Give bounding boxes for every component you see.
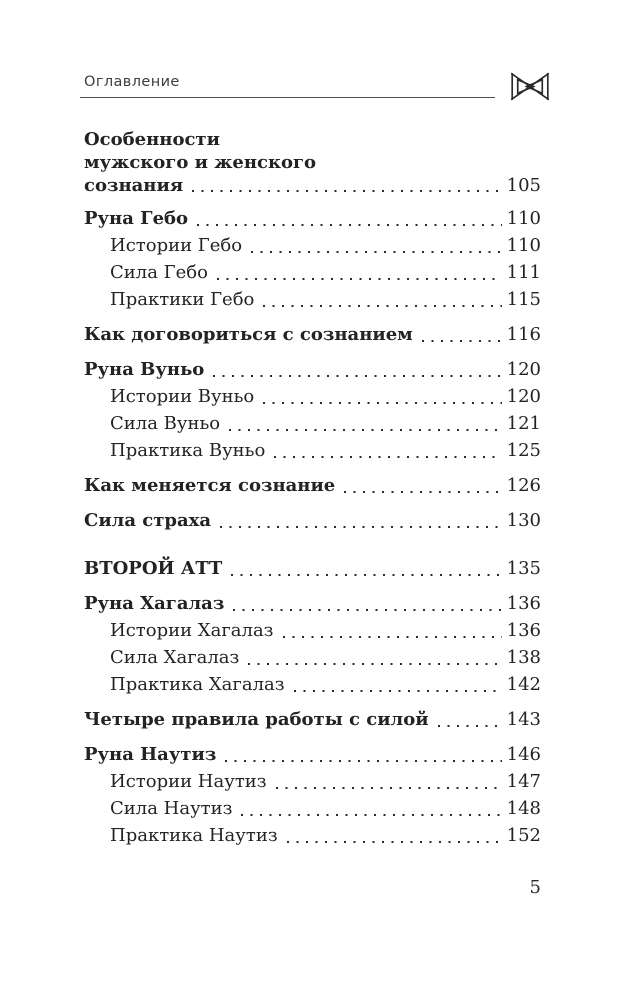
toc-entry-row [84,741,541,768]
dot-leader [263,402,501,404]
toc-entry[interactable] [84,356,541,383]
toc-entry-label: Руна Гебо [84,208,189,229]
toc-entry-row [110,671,541,698]
toc-entry-label: Сила Гебо [110,262,208,283]
toc-entry-page: 115 [506,289,541,310]
toc-entry-label: Руна Вуньо [84,359,205,380]
toc-entry-row [110,822,541,849]
toc-entry[interactable] [84,410,541,437]
dot-leader [294,690,502,692]
toc-entry-label: Истории Наутиз [110,771,267,792]
toc-entry-row [84,507,541,534]
dot-leader [263,305,501,307]
toc-entry-label: Практика Вуньо [110,440,266,461]
toc-entry-row [84,321,541,348]
dot-leader [220,526,502,528]
toc-entry[interactable] [84,437,541,464]
toc-entry-label: Как меняется сознание [84,475,336,496]
toc-entry-page: 142 [506,674,541,695]
toc-entry-row [110,437,541,464]
page-header-title: Оглавление [84,74,180,90]
toc-entry[interactable] [84,590,541,617]
toc-entry-label: ВТОРОЙ АТТ [84,558,223,579]
toc-entry-row [84,205,541,232]
toc-entry-label: Сила Хагалаз [110,647,240,668]
toc-entry-label: Четыре правила работы с силой [84,709,429,730]
toc-entry-line: Особенности [84,129,220,150]
dot-leader [422,340,502,342]
toc-entry-label: Сила страха [84,510,212,531]
toc-entry[interactable] [84,259,541,286]
dot-leader [231,574,501,576]
dot-leader [248,663,501,665]
toc-entry-row [110,383,541,410]
dot-leader [274,456,501,458]
toc-entry[interactable] [84,822,541,849]
dot-leader [225,760,501,762]
header-rule [80,74,495,98]
dot-leader [213,375,501,377]
toc-entry[interactable] [84,128,541,197]
toc-entry-row [110,410,541,437]
toc-entry[interactable] [84,795,541,822]
toc-entry[interactable] [84,507,541,534]
toc-entry-page: 152 [506,825,541,846]
toc-entry-row [110,795,541,822]
page-header [80,74,549,105]
toc-entry[interactable] [84,286,541,313]
toc-entry-row [110,768,541,795]
toc-entry-page: 110 [506,235,541,256]
toc-entry[interactable] [84,706,541,733]
toc-entry-page: 147 [506,771,541,792]
dot-leader [438,725,502,727]
toc-entry-page: 126 [506,475,541,496]
toc-entry-label: Руна Наутиз [84,744,217,765]
dot-leader [233,609,501,611]
toc-entry-label: Истории Вуньо [110,386,255,407]
toc-entry-label: Сила Вуньо [110,413,221,434]
toc-entry-page: 111 [506,262,541,283]
toc-entry-page: 116 [506,324,541,345]
toc-entry-label: Сила Наутиз [110,798,233,819]
dot-leader [241,814,501,816]
toc-entry-row [84,472,541,499]
toc-entry-line: мужского и женского [84,152,317,173]
dot-leader [287,841,502,843]
toc-entry[interactable] [84,321,541,348]
dot-leader [229,429,502,431]
toc-entry-label: Руна Хагалаз [84,593,225,614]
toc-entry-label: Как договориться с сознанием [84,324,413,345]
toc-entry-label: Истории Гебо [110,235,243,256]
toc-entry-page: 121 [506,413,541,434]
toc-entry[interactable] [84,644,541,671]
dot-leader [251,251,502,253]
toc-entry[interactable] [84,741,541,768]
toc-entry-row [84,706,541,733]
toc-entry[interactable] [84,768,541,795]
toc-list [84,128,541,849]
toc-entry-page: 148 [506,798,541,819]
toc-entry-label: Истории Хагалаз [110,620,274,641]
dot-leader [192,190,502,192]
toc-entry[interactable] [84,617,541,644]
toc-entry[interactable] [84,383,541,410]
toc-entry-page: 105 [506,175,541,196]
toc-entry-row [84,555,541,582]
toc-entry[interactable] [84,472,541,499]
dot-leader [276,787,502,789]
toc-entry-row [110,617,541,644]
toc-entry-page: 136 [506,620,541,641]
toc-entry-row [84,590,541,617]
toc-entry-row [110,644,541,671]
rune-bowtie-emblem-icon [511,72,549,105]
toc-entry[interactable] [84,232,541,259]
toc-entry-label: Практика Хагалаз [110,674,285,695]
toc-entry-page: 146 [506,744,541,765]
toc-entry-page: 130 [506,510,541,531]
dot-leader [344,491,501,493]
dot-leader [197,224,502,226]
toc-entry-page: 120 [506,386,541,407]
toc-entry-page: 138 [506,647,541,668]
toc-entry-page: 125 [506,440,541,461]
dot-leader [283,636,502,638]
toc-entry-page: 120 [506,359,541,380]
toc-entry-page: 136 [506,593,541,614]
toc-entry[interactable] [84,205,541,232]
toc-entry-label: Практики Гебо [110,289,255,310]
toc-entry-page: 143 [506,709,541,730]
page-number: 5 [529,877,541,898]
toc-entry[interactable] [84,671,541,698]
toc-entry-row [110,259,541,286]
toc-entry-label: Практика Наутиз [110,825,278,846]
toc-entry-label: сознания [84,175,184,196]
toc-entry-page: 135 [506,558,541,579]
toc-entry-row [84,356,541,383]
toc-entry-row [110,232,541,259]
toc-entry[interactable] [84,555,541,582]
dot-leader [217,278,502,280]
toc-entry-page: 110 [506,208,541,229]
toc-entry-row [84,174,541,197]
toc-entry-row [110,286,541,313]
